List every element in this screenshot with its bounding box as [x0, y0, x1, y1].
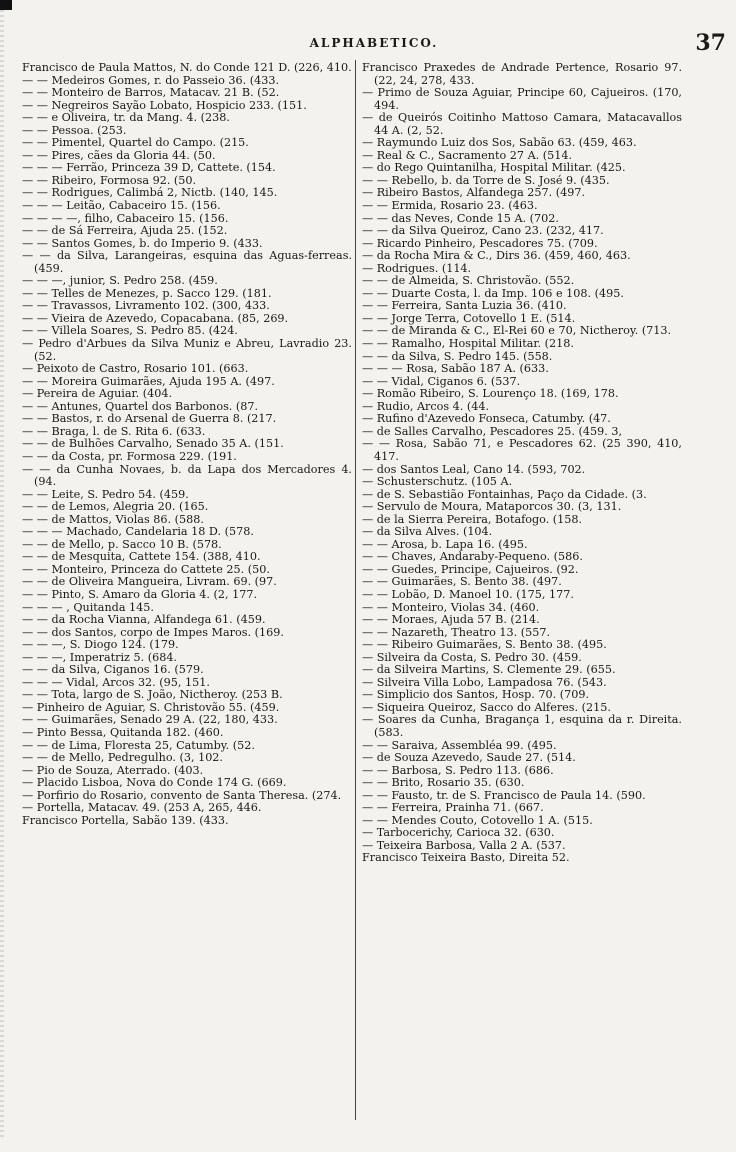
binding-edge: [0, 10, 4, 1140]
directory-entry: — — de Miranda & C., El-Rei 60 e 70, Nictheroy. (713.: [362, 324, 672, 338]
directory-entry: — — Ferreira, Prainha 71. (667.: [362, 801, 544, 815]
directory-entry: — da Rocha Mira & C., Dirs 36. (459, 460, 463.: [362, 249, 631, 263]
directory-entry: — — Saraiva, Assembléa 99. (495.: [362, 738, 557, 752]
directory-entry: Francisco Portella, Sabão 139. (433.: [22, 813, 229, 827]
directory-entry: — — Pinto, S. Amaro da Gloria 4. (2, 177.: [22, 587, 258, 601]
directory-entry: — Simplicio dos Santos, Hosp. 70. (709.: [362, 688, 589, 702]
directory-entry: — — Brito, Rosario 35. (630.: [362, 776, 525, 790]
directory-entry: — — — Rosa, Sabão 187 A. (633.: [362, 362, 549, 376]
directory-entry: — — da Silva Queiroz, Cano 23. (232, 417.: [362, 224, 604, 238]
directory-entry: — de Queirós Coitinho Mattoso Camara, Matacavallos 44 A. (2, 52.: [362, 111, 682, 137]
directory-entry: — — Ermida, Rosario 23. (463.: [362, 199, 538, 213]
right-column: [362, 62, 682, 865]
directory-entry: — Peixoto de Castro, Rosario 101. (663.: [22, 362, 249, 376]
directory-entry: — — Rosa, Sabão 71, e Pescadores 62. (25 390, 410, 417.: [362, 437, 682, 463]
directory-entry: — — Arosa, b. Lapa 16. (495.: [362, 537, 528, 551]
directory-entry: — Portella, Matacav. 49. (253 A, 265, 446.: [22, 801, 262, 815]
directory-entry: — — Rodrigues, Calimbá 2, Nictb. (140, 145.: [22, 186, 278, 200]
directory-entry: — Rufino d'Azevedo Fonseca, Catumby. (47.: [362, 412, 611, 426]
directory-entry: — Real & C., Sacramento 27 A. (514.: [362, 148, 573, 162]
directory-entry: — — Pimentel, Quartel do Campo. (215.: [22, 136, 249, 150]
directory-entry: — — Lobão, D. Manoel 10. (175, 177.: [362, 587, 574, 601]
directory-entry: — — de Oliveira Mangueira, Livram. 69. (97.: [22, 575, 277, 589]
running-title: ALPHABETICO.: [309, 36, 439, 50]
directory-entry: — — Bastos, r. do Arsenal de Guerra 8. (217.: [22, 412, 277, 426]
directory-entry: — — de Lima, Floresta 25, Catumby. (52.: [22, 738, 255, 752]
directory-entry: — Ribeiro Bastos, Alfandega 257. (497.: [362, 186, 586, 200]
directory-entry: — — Leite, S. Pedro 54. (459.: [22, 487, 189, 501]
directory-entry: — — — Machado, Candelaria 18 D. (578.: [22, 525, 254, 539]
directory-entry: — — Vieira de Azevedo, Copacabana. (85, 269.: [22, 311, 289, 325]
directory-entry: — da Silva Alves. (104.: [362, 525, 493, 539]
directory-entry: — — Travassos, Livramento 102. (300, 433.: [22, 299, 270, 313]
directory-entry: — — Monteiro, Violas 34. (460.: [362, 600, 540, 614]
directory-entry: — Placido Lisboa, Nova do Conde 174 G. (669.: [22, 776, 287, 790]
directory-entry: — de la Sierra Pereira, Botafogo. (158.: [362, 512, 583, 526]
directory-entry: — Silveira Villa Lobo, Lampadosa 76. (543.: [362, 675, 607, 689]
directory-entry: — — — —, filho, Cabaceiro 15. (156.: [22, 211, 229, 225]
directory-entry: — — Monteiro, Princeza do Cattete 25. (50.: [22, 562, 270, 576]
directory-entry: Francisco de Paula Mattos, N. do Conde 121 D. (226, 410.: [22, 62, 352, 74]
directory-entry: — — —, Imperatriz 5. (684.: [22, 650, 177, 664]
directory-entry: — — Ribeiro Guimarães, S. Bento 38. (495.: [362, 638, 607, 652]
directory-entry: — — Antunes, Quartel dos Barbonos. (87.: [22, 399, 259, 413]
directory-entry: — — — , Quitanda 145.: [22, 600, 154, 614]
directory-entry: — Rodrigues. (114.: [362, 261, 472, 275]
directory-entry: — — — Ferrão, Princeza 39 D, Cattete. (154.: [22, 161, 276, 175]
directory-entry: — — dos Santos, corpo de Impes Maros. (169.: [22, 625, 284, 639]
directory-entry: — — de Sá Ferreira, Ajuda 25. (152.: [22, 224, 228, 238]
directory-entry: — — Braga, l. de S. Rita 6. (633.: [22, 424, 206, 438]
directory-entry: — de Souza Azevedo, Saude 27. (514.: [362, 751, 576, 765]
directory-entry: — — Ribeiro, Formosa 92. (50.: [22, 173, 197, 187]
directory-entry: — — Ramalho, Hospital Militar. (218.: [362, 337, 574, 351]
directory-entry: — Tarbocerichy, Carioca 32. (630.: [362, 826, 555, 840]
directory-entry: — — Chaves, Andaraby-Pequeno. (586.: [362, 550, 583, 564]
directory-entry: — — e Oliveira, tr. da Mang. 4. (238.: [22, 111, 230, 125]
directory-entry: — — — Vidal, Arcos 32. (95, 151.: [22, 675, 210, 689]
directory-entry: — — da Silva, S. Pedro 145. (558.: [362, 349, 553, 363]
directory-entry: — Romão Ribeiro, S. Lourenço 18. (169, 178.: [362, 387, 619, 401]
directory-entry: — — —, junior, S. Pedro 258. (459.: [22, 274, 218, 288]
directory-entry: — — da Cunha Novaes, b. da Lapa dos Mercadores 4. (94.: [22, 462, 352, 489]
directory-entry: — — Moreira Guimarães, Ajuda 195 A. (497.: [22, 374, 275, 388]
directory-entry: — Pinto Bessa, Quitanda 182. (460.: [22, 725, 224, 739]
directory-entry: — — — Leitão, Cabaceiro 15. (156.: [22, 199, 221, 213]
directory-entry: — — Rebello, b. da Torre de S. José 9. (435.: [362, 173, 610, 187]
directory-entry: — — da Silva, Larangeiras, esquina das Aguas-ferreas. (459.: [22, 249, 352, 275]
directory-entry: — — Nazareth, Theatro 13. (557.: [362, 625, 551, 639]
directory-entry: — Primo de Souza Aguiar, Principe 60, Cajueiros. (170, 494.: [362, 86, 682, 112]
directory-entry: — — Pessoa. (253.: [22, 123, 127, 137]
directory-entry: — Ricardo Pinheiro, Pescadores 75. (709.: [362, 236, 598, 250]
directory-entry: — Pedro d'Arbues da Silva Muniz e Abreu, Lavradio 23. (52.: [22, 337, 352, 363]
directory-entry: — — Medeiros Gomes, r. do Passeio 36. (433.: [22, 73, 280, 87]
directory-entry: Francisco Teixeira Basto, Direita 52.: [362, 851, 570, 865]
directory-entry: — — Pires, cães da Gloria 44. (50.: [22, 148, 216, 162]
directory-entry: — — de Mattos, Violas 86. (588.: [22, 512, 204, 526]
directory-entry: — — Vidal, Ciganos 6. (537.: [362, 374, 521, 388]
directory-entry: — de S. Sebastião Fontainhas, Paço da Cidade. (3.: [362, 487, 647, 501]
directory-entry: — Pio de Souza, Aterrado. (403.: [22, 763, 204, 777]
directory-entry: — — de Mesquita, Cattete 154. (388, 410.: [22, 550, 261, 564]
directory-entry: — — Mendes Couto, Cotovello 1 A. (515.: [362, 813, 593, 827]
directory-entry: — — Fausto, tr. de S. Francisco de Paula 14. (590.: [362, 788, 646, 802]
directory-entry: — — Moraes, Ajuda 57 B. (214.: [362, 613, 540, 627]
directory-entry: — — Santos Gomes, b. do Imperio 9. (433.: [22, 236, 263, 250]
directory-entry: — Porfirio do Rosario, convento de Santa Theresa. (274.: [22, 788, 342, 802]
directory-entry: — Raymundo Luiz dos Sos, Sabão 63. (459, 463.: [362, 136, 637, 150]
directory-entry: — Servulo de Moura, Mataporcos 30. (3, 131.: [362, 500, 622, 514]
left-column: [22, 62, 352, 827]
directory-entry: — — Guimarães, Senado 29 A. (22, 180, 433.: [22, 713, 278, 727]
directory-entry: — da Silveira Martins, S. Clemente 29. (655.: [362, 663, 616, 677]
directory-entry: — — Ferreira, Santa Luzia 36. (410.: [362, 299, 567, 313]
directory-entry: — — da Rocha Vianna, Alfandega 61. (459.: [22, 613, 266, 627]
page-number: 37: [695, 30, 726, 56]
directory-entry: — Pereira de Aguiar. (404.: [22, 387, 173, 401]
directory-entry: — — da Silva, Ciganos 16. (579.: [22, 663, 204, 677]
directory-entry: — do Rego Quintanilha, Hospital Militar. (425.: [362, 161, 626, 175]
directory-entry: — — Guedes, Principe, Cajueiros. (92.: [362, 562, 579, 576]
directory-entry: — Teixeira Barbosa, Valla 2 A. (537.: [362, 838, 566, 852]
directory-entry: — — de Lemos, Alegria 20. (165.: [22, 500, 209, 514]
directory-entry: — — de Bulhões Carvalho, Senado 35 A. (151.: [22, 437, 284, 451]
directory-entry: — — Villela Soares, S. Pedro 85. (424.: [22, 324, 238, 338]
directory-entry: — Siqueira Queiroz, Sacco do Alferes. (215.: [362, 700, 611, 714]
directory-entry: — dos Santos Leal, Cano 14. (593, 702.: [362, 462, 586, 476]
page-corner-mark: [0, 0, 12, 10]
directory-entry: — Pinheiro de Aguiar, S. Christovão 55. (459.: [22, 700, 280, 714]
directory-entry: — — Jorge Terra, Cotovello 1 E. (514.: [362, 311, 576, 325]
directory-entry: — — Tota, largo de S. João, Nictheroy. (253 B.: [22, 688, 283, 702]
directory-entry: — — Duarte Costa, l. da Imp. 106 e 108. (495.: [362, 286, 624, 300]
directory-entry: — — Monteiro de Barros, Matacav. 21 B. (52.: [22, 86, 280, 100]
directory-entry: — Silveira da Costa, S. Pedro 30. (459.: [362, 650, 582, 664]
directory-entry: — Schusterschutz. (105 A.: [362, 475, 513, 489]
directory-entry: — de Salles Carvalho, Pescadores 25. (459. 3,: [362, 424, 623, 438]
directory-entry: — — —, S. Diogo 124. (179.: [22, 638, 179, 652]
directory-entry: — — Negreiros Sayão Lobato, Hospicio 233. (151.: [22, 98, 307, 112]
directory-entry: — — de Mello, p. Sacco 10 B. (578.: [22, 537, 222, 551]
directory-entry: — — Guimarães, S. Bento 38. (497.: [362, 575, 562, 589]
directory-entry: — Rudio, Arcos 4. (44.: [362, 399, 490, 413]
directory-entry: — — Barbosa, S. Pedro 113. (686.: [362, 763, 554, 777]
page-header: [18, 30, 730, 58]
directory-entry: — Soares da Cunha, Bragança 1, esquina da r. Direita. (583.: [362, 713, 682, 739]
directory-entry: — — de Mello, Pedregulho. (3, 102.: [22, 751, 223, 765]
directory-entry: — — de Almeida, S. Christovão. (552.: [362, 274, 575, 288]
column-divider: [355, 60, 356, 1120]
directory-entry: — — das Neves, Conde 15 A. (702.: [362, 211, 559, 225]
directory-entry: Francisco Praxedes de Andrade Pertence, Rosario 97. (22, 24, 278, 433.: [362, 62, 682, 87]
directory-entry: — — Telles de Menezes, p. Sacco 129. (181.: [22, 286, 272, 300]
directory-entry: — — da Costa, pr. Formosa 229. (191.: [22, 449, 237, 463]
